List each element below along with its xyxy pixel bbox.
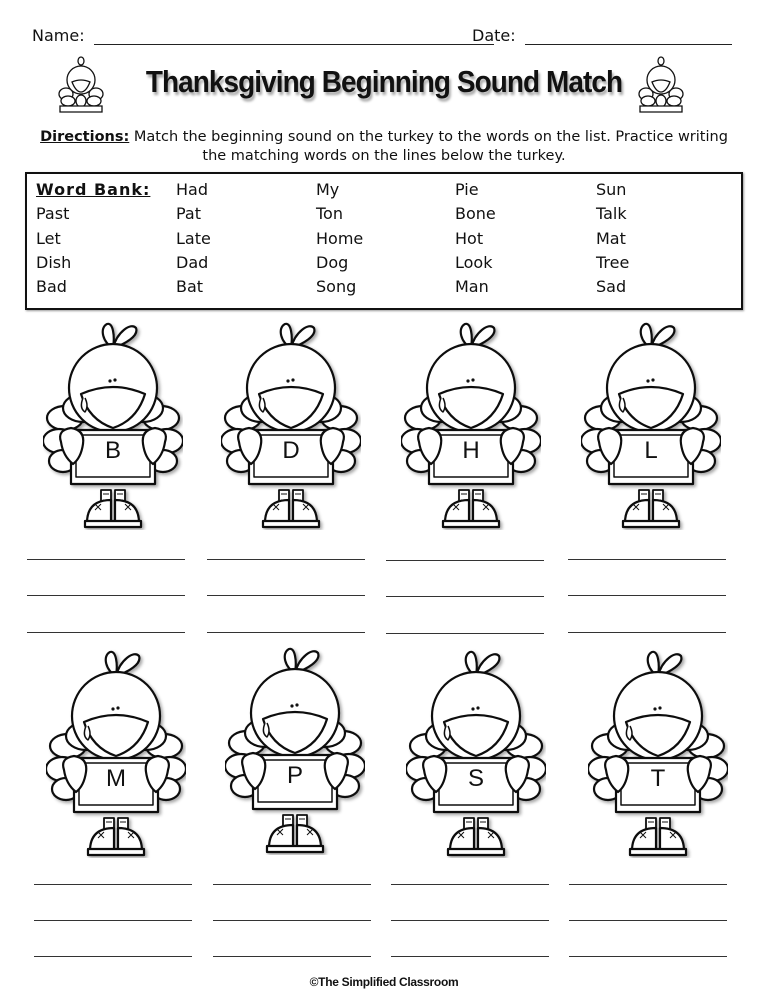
date-field-line[interactable] [525,44,732,45]
turkey-card-t [588,646,728,858]
word-bank-word: Bone [455,204,496,224]
word-bank-word: Look [455,252,493,272]
word-bank-word: Ton [316,204,343,224]
word-bank-word: Let [36,228,61,248]
turkey-letter: P [286,762,303,789]
word-bank-word: Dad [176,252,209,272]
word-bank-word: Pat [176,204,202,224]
name-field-line[interactable] [94,44,494,45]
name-date-row [32,26,742,50]
word-bank-word: Dog [316,252,349,272]
word-bank-grid [36,180,736,301]
word-bank-word: Man [455,277,489,297]
turkey-holding-sign-icon [401,318,541,530]
word-bank-word: Mat [596,228,626,248]
date-label: Date: [472,26,516,45]
turkey-holding-sign-icon [46,646,186,858]
writing-line[interactable] [207,632,365,633]
writing-line[interactable] [27,559,185,560]
word-bank-word: Had [176,180,208,199]
writing-line[interactable] [569,920,727,921]
turkey-holding-sign-icon [588,646,728,858]
directions [30,128,738,166]
word-bank-word: Dish [36,252,72,272]
word-bank-word: Hot [455,228,484,248]
turkey-card-b [43,318,183,530]
turkey-letter: H [462,437,480,464]
writing-line[interactable] [213,956,371,957]
turkey-holding-sign-icon [581,318,721,530]
writing-line[interactable] [207,559,365,560]
writing-line[interactable] [386,596,544,597]
page-title: Thanksgiving Beginning Sound Match [145,64,623,99]
writing-line[interactable] [34,884,192,885]
word-bank-title: Word Bank: [36,180,151,199]
turkey-holding-sign-icon [225,643,365,855]
turkey-letter: T [650,765,666,792]
copyright-footer: ©The Simplified Classroom [309,975,459,989]
writing-line[interactable] [391,920,549,921]
word-bank-word: Late [176,228,211,248]
word-bank-word: Song [316,277,357,297]
directions-text: Match the beginning sound on the turkey to the words on the list. Practice writing the matching words on the lines below the turkey. [129,129,728,164]
turkey-card-d [221,318,361,530]
turkey-card-m [46,646,186,858]
writing-line[interactable] [213,920,371,921]
turkey-letter: S [467,765,484,792]
turkey-card-s [406,646,546,858]
directions-label: Directions: [40,129,130,145]
turkey-card-l [581,318,721,530]
writing-line[interactable] [27,595,185,596]
turkey-letter: L [644,437,658,464]
turkey-letter: D [282,437,300,464]
writing-line[interactable] [568,632,726,633]
word-bank-word: Talk [596,204,627,224]
turkey-icon [638,56,684,114]
writing-line[interactable] [207,595,365,596]
writing-line[interactable] [213,884,371,885]
writing-line[interactable] [386,633,544,634]
word-bank [25,172,743,310]
writing-line[interactable] [568,559,726,560]
turkey-card-p [225,643,365,855]
turkey-holding-sign-icon [43,318,183,530]
writing-line[interactable] [568,595,726,596]
word-bank-word: My [316,180,340,199]
word-bank-word: Home [316,228,364,248]
writing-line[interactable] [27,632,185,633]
turkey-card-h [401,318,541,530]
writing-line[interactable] [386,560,544,561]
turkey-letter: M [106,765,126,792]
writing-line[interactable] [569,956,727,957]
word-bank-word: Bad [36,277,67,297]
writing-line[interactable] [569,884,727,885]
writing-line[interactable] [391,956,549,957]
name-label: Name: [32,26,85,45]
word-bank-word: Tree [596,252,630,272]
word-bank-word: Sad [596,277,627,297]
writing-line[interactable] [34,920,192,921]
turkey-holding-sign-icon [221,318,361,530]
turkey-holding-sign-icon [406,646,546,858]
writing-line[interactable] [34,956,192,957]
word-bank-word: Sun [596,180,627,199]
word-bank-word: Bat [176,277,204,297]
writing-line[interactable] [391,884,549,885]
turkey-letter: B [104,437,121,464]
word-bank-word: Pie [455,180,479,199]
word-bank-word: Past [36,204,70,224]
